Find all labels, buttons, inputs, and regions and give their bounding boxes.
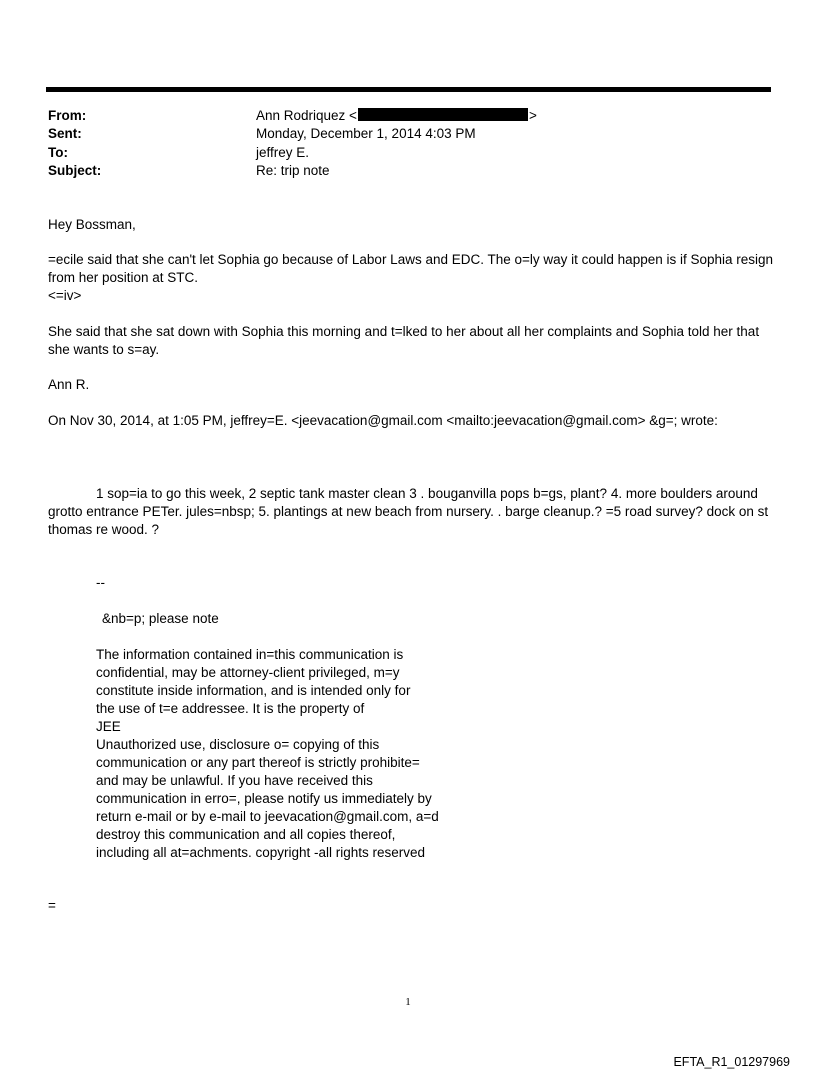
redaction-bar bbox=[358, 108, 528, 121]
header-rule bbox=[46, 87, 771, 92]
sent-value: Monday, December 1, 2014 4:03 PM bbox=[256, 126, 476, 141]
trip-note: 1 sop=ia to go this week, 2 septic tank master clean 3 . bouganvilla pops b=gs, plant? 4. more boulders around grotto entrance PETer. jules=nbsp; 5. plantings at new beach from nursery. . barge cleanup.? =5 road survey? dock on st thomas re wood. ? bbox=[48, 486, 769, 537]
disclaimer-line: The information contained in=this communication is bbox=[96, 647, 404, 662]
from-close: > bbox=[528, 108, 537, 123]
disclaimer-line: confidential, may be attorney-client privileged, m=y bbox=[96, 665, 400, 680]
from-label: From: bbox=[48, 108, 87, 123]
from-name: Ann Rodriquez < bbox=[256, 108, 357, 123]
trailing-equals: = bbox=[48, 898, 56, 913]
subject-label: Subject: bbox=[48, 163, 102, 178]
signature-separator: -- bbox=[96, 575, 105, 590]
from-value bbox=[256, 107, 537, 125]
paragraph-2 bbox=[48, 323, 768, 359]
to-value: jeffrey E. bbox=[256, 145, 310, 160]
page-number: 1 bbox=[405, 996, 411, 1008]
paragraph-1 bbox=[48, 251, 774, 305]
disclaimer-line: communication in erro=, please notify us immediately by bbox=[96, 791, 432, 806]
disclaimer-line: return e-mail or by e-mail to jeevacation@gmail.com, a=d bbox=[96, 809, 439, 824]
confidentiality-disclaimer bbox=[96, 646, 439, 862]
disclaimer-line: including all at=achments. copyright -all rights reserved bbox=[96, 845, 426, 860]
disclaimer-line: the use of t=e addressee. It is the property of bbox=[96, 701, 365, 716]
subject-value: Re: trip note bbox=[256, 163, 330, 178]
signoff: Ann R. bbox=[48, 377, 90, 392]
sent-label: Sent: bbox=[48, 126, 82, 141]
paragraph-1-line-1: =ecile said that she can't let Sophia go because of Labor Laws and EDC. The o=ly way it could happen is if Sophia resign bbox=[48, 252, 774, 267]
disclaimer-line: constitute inside information, and is intended only for bbox=[96, 683, 411, 698]
please-note: &nb=p; please note bbox=[102, 611, 219, 626]
paragraph-2-line-1: She said that she sat down with Sophia this morning and t=lked to her about all her complaints and Sophia told her that bbox=[48, 324, 760, 339]
disclaimer-line: destroy this communication and all copies thereof, bbox=[96, 827, 396, 842]
document-id: EFTA_R1_01297969 bbox=[673, 1055, 790, 1069]
paragraph-1-line-2: from her position at STC. bbox=[48, 270, 199, 285]
paragraph-1-line-3: <=iv> bbox=[48, 288, 82, 303]
to-label: To: bbox=[48, 145, 68, 160]
disclaimer-line: JEE bbox=[96, 719, 121, 734]
disclaimer-line: Unauthorized use, disclosure o= copying of this bbox=[96, 737, 380, 752]
disclaimer-line: communication or any part thereof is strictly prohibite= bbox=[96, 755, 420, 770]
disclaimer-line: and may be unlawful. If you have received this bbox=[96, 773, 373, 788]
greeting: Hey Bossman, bbox=[48, 217, 136, 232]
quoted-header: On Nov 30, 2014, at 1:05 PM, jeffrey=E. <jeevacation@gmail.com <mailto:jeevacation@gmail.com> &g=; wrote: bbox=[48, 413, 718, 428]
paragraph-2-line-2: she wants to s=ay. bbox=[48, 342, 160, 357]
